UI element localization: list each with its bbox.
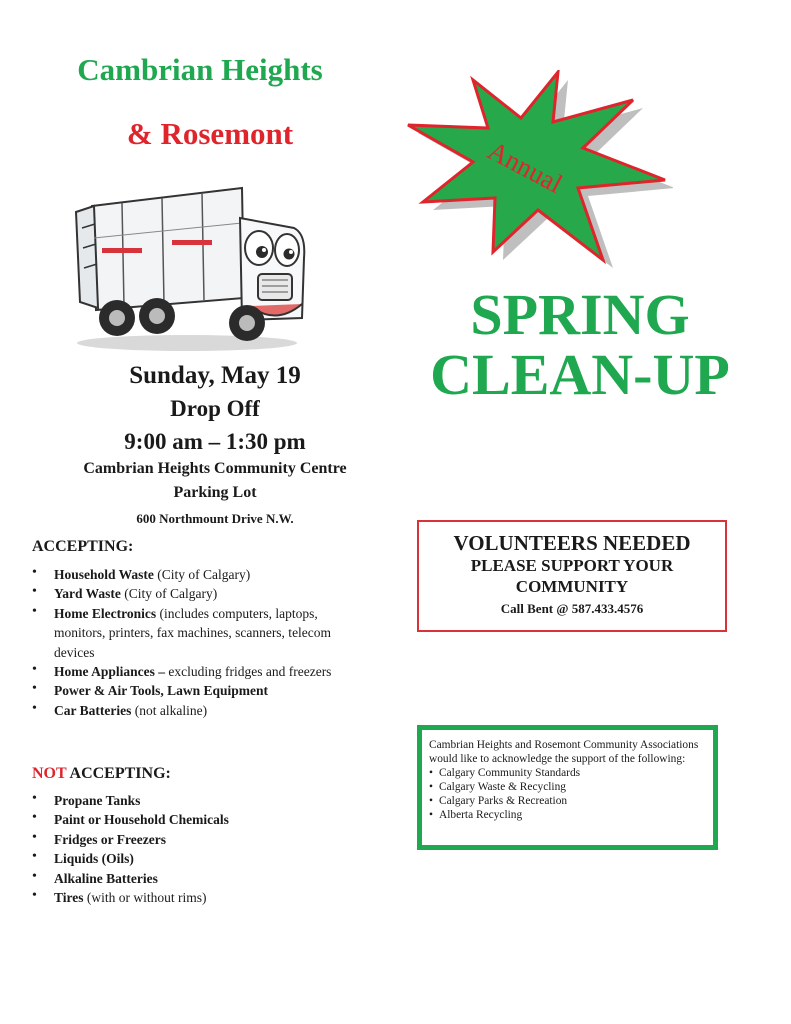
list-item: • Fridges or Freezers (32, 829, 166, 847)
accepting-list (32, 565, 332, 720)
event-hours: 9:00 am – 1:30 pm (124, 429, 306, 454)
event-date: Sunday, May 19 (129, 362, 301, 389)
list-item: • Paint or Household Chemicals (32, 810, 229, 828)
list-item: • Propane Tanks (32, 791, 141, 808)
list-item: • Alkaline Batteries (32, 868, 158, 886)
list-item: • Power & Air Tools, Lawn Equipment (32, 681, 269, 699)
list-item: • Car Batteries (not alkaline) (32, 700, 208, 718)
accepting-heading: ACCEPTING: (32, 538, 134, 555)
annual-badge-text: Annual (483, 135, 568, 199)
annual-starburst-icon (403, 70, 673, 270)
venue-name: Cambrian Heights Community Centre (83, 460, 347, 477)
acknowledgement-box (417, 725, 718, 850)
not-label: NOT (32, 765, 67, 782)
volunteers-contact: Call Bent @ 587.433.4576 (500, 601, 644, 616)
not-accepting-heading (32, 765, 171, 783)
event-type: Drop Off (170, 396, 260, 421)
acknowledgement-intro: Cambrian Heights and Rosemont Community Associations would like to acknowledge the support of the following: (429, 739, 699, 766)
sponsor-item: • Calgary Community Standards (429, 767, 581, 780)
accepting-label: ACCEPTING: (66, 765, 171, 782)
garbage-truck-icon (62, 178, 312, 356)
volunteers-box (417, 520, 727, 632)
list-item: • Home Electronics (includes computers, laptops, monitors, printers, fax machines, scanners, telecom devices (32, 603, 332, 660)
volunteers-community-line: COMMUNITY (515, 577, 629, 596)
community-title-line1: Cambrian Heights (77, 52, 323, 87)
headline-spring: SPRING (470, 282, 690, 347)
volunteers-title: VOLUNTEERS NEEDED (453, 531, 691, 555)
volunteers-support-line: PLEASE SUPPORT YOUR (470, 556, 674, 575)
sponsor-item: • Calgary Parks & Recreation (429, 795, 568, 808)
sponsor-item: • Alberta Recycling (429, 809, 523, 822)
list-item: • Tires (with or without rims) (32, 888, 207, 906)
headline-cleanup: CLEAN-UP (430, 342, 730, 407)
venue-location: Parking Lot (173, 484, 257, 501)
community-title-line2: & Rosemont (126, 116, 294, 151)
not-accepting-list (32, 791, 332, 907)
list-item: • Yard Waste (City of Calgary) (32, 584, 218, 602)
list-item: • Liquids (Oils) (32, 849, 134, 867)
list-item: • Home Appliances – excluding fridges and freezers (32, 662, 332, 680)
list-item: • Household Waste (City of Calgary) (32, 565, 251, 582)
sponsor-item: • Calgary Waste & Recycling (429, 781, 566, 794)
sponsor-list (429, 766, 703, 822)
venue-address: 600 Northmount Drive N.W. (136, 511, 294, 526)
